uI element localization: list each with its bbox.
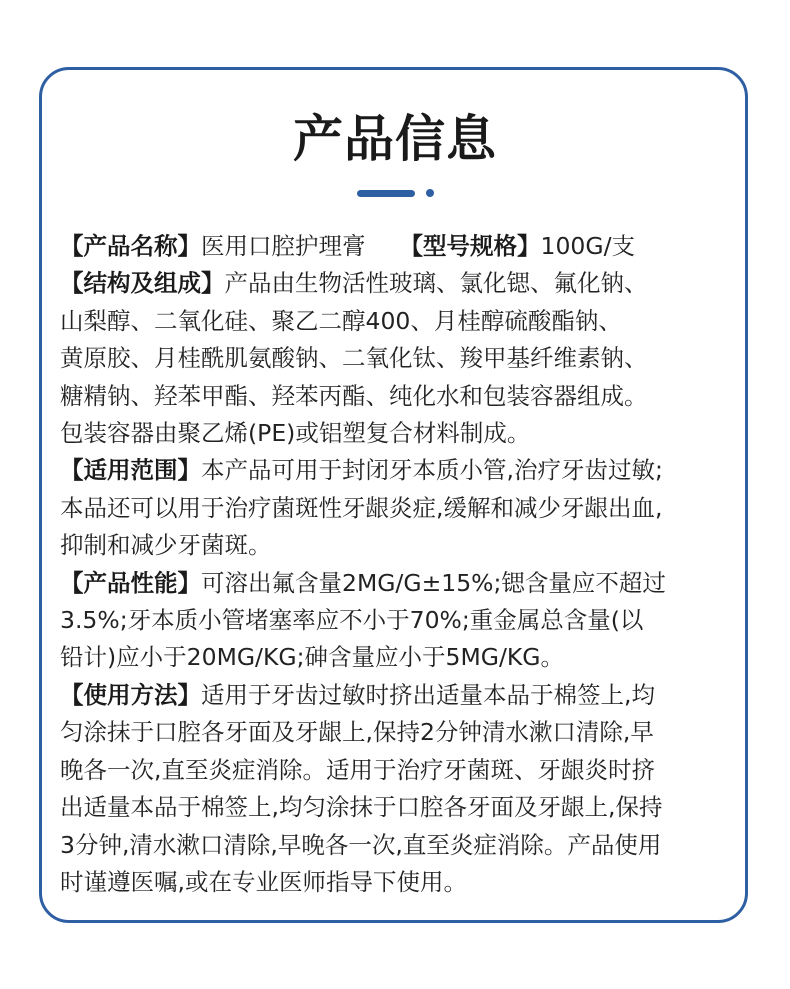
info-line — [60, 864, 736, 901]
info-line — [60, 415, 736, 452]
composition-continued: 黄原胶、月桂酰肌氨酸钠、二氧化钛、羧甲基纤维素钠、 — [60, 344, 648, 373]
composition-continued: 山梨醇、二氧化硅、聚乙二醇400、月桂醇硫酸酯钠、 — [60, 306, 622, 335]
info-line — [60, 340, 736, 377]
performance-continued: 3.5%;牙本质小管堵塞率应不小于70%;重金属总含量(以 — [60, 606, 644, 635]
field-value-performance: 可溶出氟含量2MG/G±15%;锶含量应不超过 — [201, 568, 666, 597]
info-line — [60, 677, 736, 714]
divider-bar — [357, 190, 415, 197]
field-label-spec: 【型号规格】 — [399, 232, 541, 260]
composition-continued: 包装容器由聚乙烯(PE)或铝塑复合材料制成。 — [60, 419, 531, 448]
usage-continued: 匀涂抹于口腔各牙面及牙龈上,保持2分钟清水漱口清除,早 — [60, 718, 654, 747]
product-info-text — [60, 228, 736, 901]
info-line — [60, 527, 736, 564]
title-divider — [357, 189, 437, 199]
field-label-performance: 【产品性能】 — [60, 568, 201, 597]
info-line — [60, 265, 736, 302]
usage-continued: 晚各一次,直至炎症消除。适用于治疗牙菌斑、牙龈炎时挤 — [60, 755, 655, 784]
info-line — [60, 752, 736, 789]
composition-continued: 糖精钠、羟苯甲酯、羟苯丙酯、纯化水和包装容器组成。 — [60, 381, 648, 410]
info-line — [60, 565, 736, 602]
usage-continued: 出适量本品于棉签上,均匀涂抹于口腔各牙面及牙龈上,保持 — [60, 793, 663, 822]
performance-continued: 铅计)应小于20MG/KG;砷含量应小于5MG/KG。 — [60, 643, 564, 672]
info-line — [60, 827, 736, 864]
divider-dot — [426, 189, 434, 197]
scope-continued: 抑制和减少牙菌斑。 — [60, 531, 272, 560]
info-line — [60, 228, 736, 265]
field-label-composition: 【结构及组成】 — [60, 269, 225, 298]
scope-continued: 本品还可以用于治疗菌斑性牙龈炎症,缓解和减少牙龈出血, — [60, 493, 663, 522]
field-label-name: 【产品名称】 — [60, 232, 201, 260]
info-line — [60, 639, 736, 676]
field-value-spec: 100G/支 — [540, 232, 635, 260]
info-line — [60, 602, 736, 639]
field-label-usage: 【使用方法】 — [60, 680, 201, 709]
info-line — [60, 452, 736, 489]
usage-continued: 3分钟,清水漱口清除,早晚各一次,直至炎症消除。产品使用 — [60, 830, 662, 859]
field-value-usage: 适用于牙齿过敏时挤出适量本品于棉签上,均 — [201, 680, 655, 709]
page-title: 产品信息 — [293, 110, 497, 168]
usage-continued: 时谨遵医嘱,或在专业医师指导下使用。 — [60, 867, 467, 896]
info-line — [60, 714, 736, 751]
info-line — [60, 378, 736, 415]
field-value-scope: 本产品可用于封闭牙本质小管,治疗牙齿过敏; — [201, 456, 663, 485]
field-label-scope: 【适用范围】 — [60, 456, 201, 485]
field-value-composition: 产品由生物活性玻璃、氯化锶、氟化钠、 — [224, 269, 648, 298]
field-value-name: 医用口腔护理膏 — [201, 232, 366, 260]
info-line — [60, 490, 736, 527]
info-line — [60, 789, 736, 826]
info-line — [60, 303, 736, 340]
